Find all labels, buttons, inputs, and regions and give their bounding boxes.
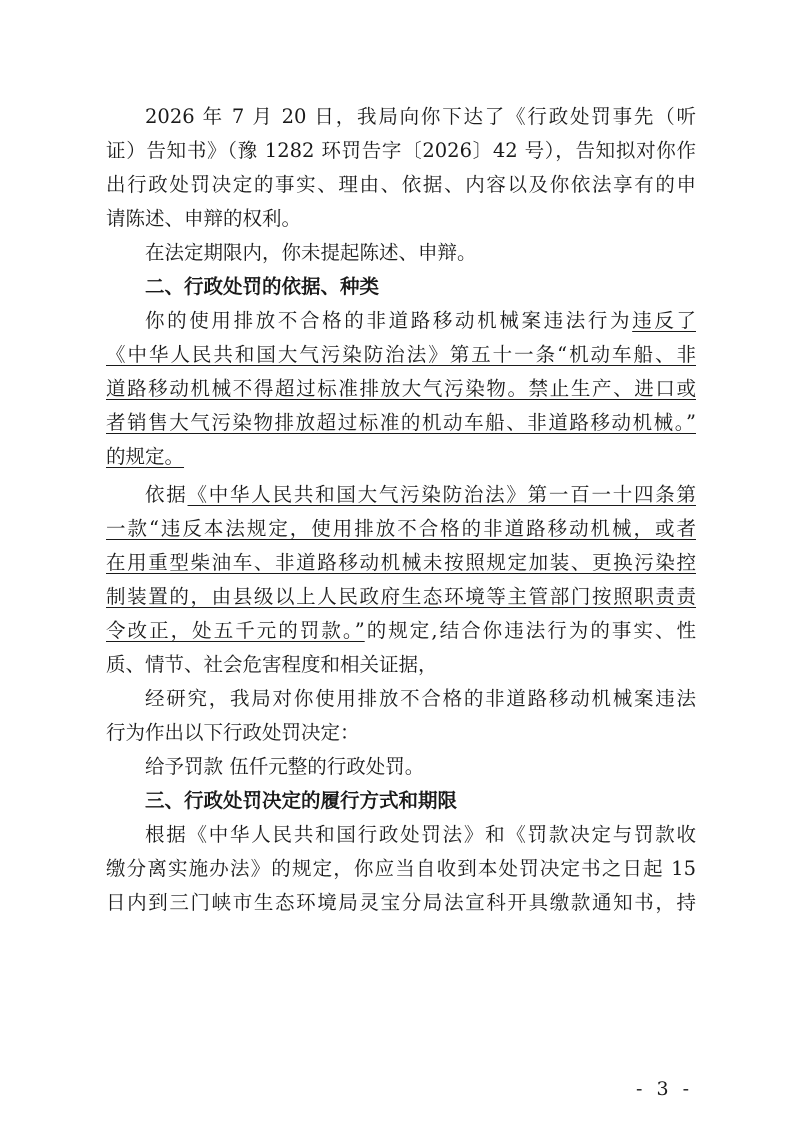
- text-line: 给予罚款 伍仟元整的行政处罚。: [145, 755, 425, 778]
- text-line: 质、情节、社会危害程度和相关证据，: [106, 653, 438, 676]
- text-line: 行为作出以下行政处罚决定：: [106, 721, 360, 744]
- underlined-citation: 者销售大气污染物排放超过标准的机动车船、非道路移动机械。”: [106, 411, 696, 434]
- text-line: 2026 年 7 月 20 日，我局向你下达了《行政处罚事先（听: [145, 105, 696, 128]
- text-fragment: 依据: [145, 483, 188, 506]
- text-line: 请陈述、申辩的权利。: [106, 207, 302, 230]
- document-page: [106, 100, 696, 920]
- text-line: 在法定期限内，你未提起陈述、申辩。: [145, 241, 477, 264]
- text-line: 缴分离实施办法》的规定，你应当自收到本处罚决定书之日起 15: [106, 857, 696, 880]
- text-line: [106, 614, 696, 648]
- underlined-citation: 《中华人民共和国大气污染防治法》第五十一条“机动车船、非: [106, 343, 696, 366]
- text-line: 证）告知书》（豫 1282 环罚告字〔2026〕42 号），告知拟对你作: [106, 139, 696, 162]
- underlined-citation: 的规定。: [106, 445, 185, 468]
- text-line: 根据《中华人民共和国行政处罚法》和《罚款决定与罚款收: [145, 823, 696, 846]
- underlined-citation: 制装置的，由县级以上人民政府生态环境等主管部门按照职责责: [106, 585, 696, 608]
- text-line: [106, 512, 696, 546]
- text-line: [106, 546, 696, 580]
- text-line: [106, 478, 696, 512]
- text-line: 日内到三门峡市生态环境局灵宝分局法宣科开具缴款通知书，持: [106, 891, 696, 914]
- underlined-citation: 令改正，处五千元的罚款。”: [106, 619, 365, 642]
- section-heading: 三、行政处罚决定的履行方式和期限: [145, 789, 458, 812]
- underlined-citation: 《中华人民共和国大气污染防治法》第一百一十四条第: [187, 483, 696, 506]
- text-line: [106, 372, 696, 406]
- underlined-citation: 在用重型柴油车、非道路移动机械未按照规定加装、更换污染控: [106, 551, 696, 574]
- text-fragment: 的规定,结合你违法行为的事实、性: [364, 619, 696, 642]
- text-line: [106, 304, 696, 338]
- text-line: 经研究，我局对你使用排放不合格的非道路移动机械案违法: [145, 687, 696, 710]
- text-line: [106, 406, 696, 440]
- text-line: [106, 338, 696, 372]
- underlined-citation: 违反了: [632, 309, 696, 332]
- page-number: - 3 -: [635, 1078, 693, 1100]
- underlined-citation: 道路移动机械不得超过标准排放大气污染物。禁止生产、进口或: [106, 377, 696, 400]
- text-line: 出行政处罚决定的事实、理由、依据、内容以及你依法享有的申: [106, 173, 696, 196]
- section-heading: 二、行政处罚的依据、种类: [145, 275, 380, 298]
- underlined-citation: 一款“违反本法规定，使用排放不合格的非道路移动机械，或者: [106, 517, 696, 540]
- text-line: [106, 580, 696, 614]
- text-line: [106, 440, 696, 474]
- text-fragment: 你的使用排放不合格的非道路移动机械案违法行为: [145, 309, 633, 332]
